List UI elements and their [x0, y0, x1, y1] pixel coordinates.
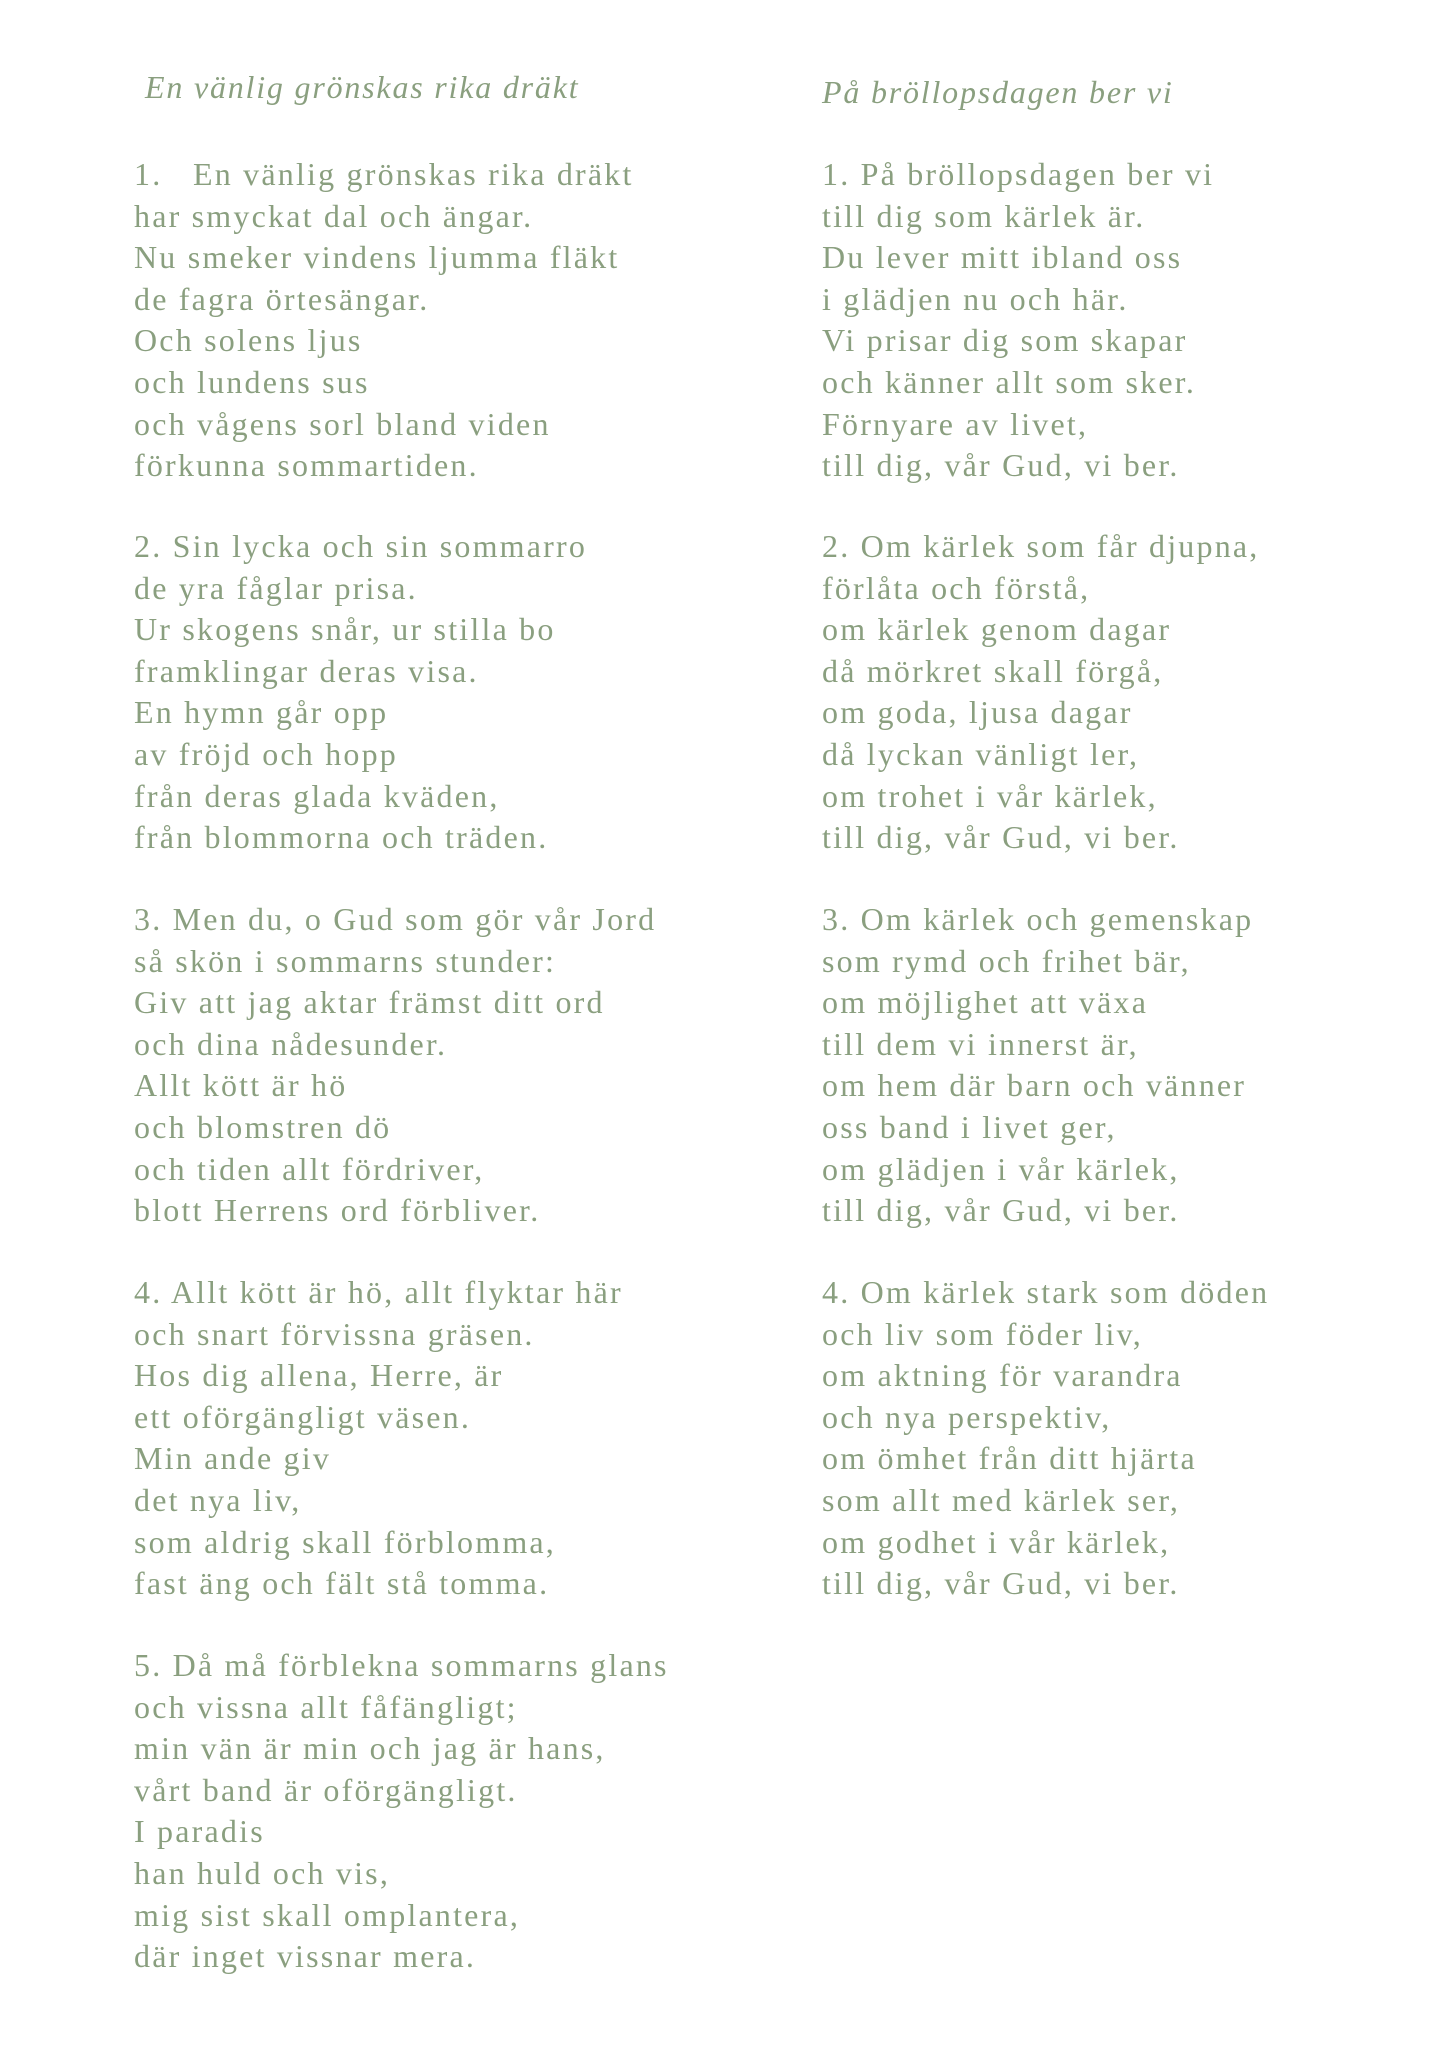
- verse-line: förlåta och förstå,: [822, 569, 1091, 606]
- verse-line: Nu smeker vindens ljumma fläkt: [134, 239, 620, 276]
- verse-line: 4. Om kärlek stark som döden: [822, 1274, 1270, 1310]
- verse-line: 3. Men du, o Gud som gör vår Jord: [134, 901, 657, 937]
- left-hymn-verse-2: [134, 526, 587, 859]
- verse-line: Och solens ljus: [134, 322, 363, 359]
- verse-line: från deras glada kväden,: [134, 777, 500, 814]
- verse-line: Ur skogens snår, ur stilla bo: [134, 611, 556, 648]
- verse-line: till dig, vår Gud, vi ber.: [822, 819, 1180, 856]
- verse-line: om trohet i vår kärlek,: [822, 777, 1158, 814]
- verse-line: ett oförgängligt väsen.: [134, 1398, 472, 1435]
- verse-line: om glädjen i vår kärlek,: [822, 1150, 1180, 1187]
- right-hymn-verse-3: [822, 899, 1253, 1232]
- verse-line: och snart förvissna gräsen.: [134, 1315, 535, 1352]
- verse-line: Du lever mitt ibland oss: [822, 239, 1183, 276]
- verse-line: Giv att jag aktar främst ditt ord: [134, 984, 605, 1021]
- verse-line: från blommorna och träden.: [134, 819, 549, 856]
- verse-line: Vi prisar dig som skapar: [822, 322, 1188, 359]
- verse-line: och liv som föder liv,: [822, 1315, 1143, 1352]
- verse-line: 1. En vänlig grönskas rika dräkt: [134, 156, 634, 192]
- verse-line: de fagra örtesängar.: [134, 280, 430, 317]
- left-hymn-verse-5: [134, 1645, 669, 1978]
- verse-line: om godhet i vår kärlek,: [822, 1523, 1171, 1560]
- verse-line: till dem vi innerst är,: [822, 1025, 1139, 1062]
- left-hymn-title: En vänlig grönskas rika dräkt: [145, 69, 580, 105]
- verse-line: har smyckat dal och ängar.: [134, 197, 534, 234]
- verse-line: En hymn går opp: [134, 694, 389, 731]
- verse-line: och vågens sorl bland viden: [134, 405, 551, 442]
- verse-line: det nya liv,: [134, 1481, 302, 1518]
- verse-line: Hos dig allena, Herre, är: [134, 1357, 504, 1394]
- verse-line: där inget vissnar mera.: [134, 1938, 477, 1975]
- verse-line: min vän är min och jag är hans,: [134, 1730, 606, 1767]
- verse-line: fast äng och fält stå tomma.: [134, 1565, 550, 1602]
- verse-line: och tiden allt fördriver,: [134, 1150, 485, 1187]
- verse-line: blott Herrens ord förbliver.: [134, 1192, 541, 1229]
- verse-line: om goda, ljusa dagar: [822, 694, 1133, 731]
- verse-line: I paradis: [134, 1813, 265, 1850]
- verse-line: de yra fåglar prisa.: [134, 569, 418, 606]
- verse-line: Min ande giv: [134, 1440, 332, 1477]
- verse-line: om hem där barn och vänner: [822, 1067, 1247, 1104]
- verse-line: och vissna allt fåfängligt;: [134, 1688, 518, 1725]
- verse-line: om aktning för varandra: [822, 1357, 1183, 1394]
- left-hymn-verse-1: [134, 154, 634, 487]
- verse-line: så skön i sommarns stunder:: [134, 942, 557, 979]
- verse-line: 1. På bröllopsdagen ber vi: [822, 156, 1215, 192]
- verse-line: om möjlighet att växa: [822, 984, 1149, 1021]
- right-hymn-verse-4: [822, 1272, 1269, 1605]
- verse-line: och lundens sus: [134, 363, 370, 400]
- verse-line: till dig, vår Gud, vi ber.: [822, 447, 1180, 484]
- left-hymn-verse-3: [134, 899, 656, 1232]
- right-hymn-title: På bröllopsdagen ber vi: [822, 74, 1174, 110]
- verse-line: 2. Sin lycka och sin sommarro: [134, 528, 588, 564]
- verse-line: som aldrig skall förblomma,: [134, 1523, 557, 1560]
- verse-line: och känner allt som sker.: [822, 363, 1197, 400]
- verse-line: till dig, vår Gud, vi ber.: [822, 1192, 1180, 1229]
- verse-line: 3. Om kärlek och gemenskap: [822, 901, 1254, 937]
- right-hymn-verse-1: [822, 154, 1214, 487]
- verse-line: vårt band är oförgängligt.: [134, 1771, 518, 1808]
- verse-line: mig sist skall omplantera,: [134, 1896, 521, 1933]
- verse-line: av fröjd och hopp: [134, 735, 399, 772]
- verse-line: om ömhet från ditt hjärta: [822, 1440, 1197, 1477]
- verse-line: 5. Då må förblekna sommarns glans: [134, 1647, 669, 1683]
- verse-line: då lyckan vänligt ler,: [822, 735, 1140, 772]
- verse-line: Allt kött är hö: [134, 1067, 348, 1104]
- verse-line: framklingar deras visa.: [134, 652, 479, 689]
- verse-line: han huld och vis,: [134, 1854, 391, 1891]
- verse-line: oss band i livet ger,: [822, 1108, 1117, 1145]
- verse-line: 4. Allt kött är hö, allt flyktar här: [134, 1274, 623, 1310]
- verse-line: 2. Om kärlek som får djupna,: [822, 528, 1260, 564]
- verse-line: Förnyare av livet,: [822, 405, 1089, 442]
- verse-line: förkunna sommartiden.: [134, 447, 479, 484]
- verse-line: och blomstren dö: [134, 1108, 392, 1145]
- verse-line: till dig som kärlek är.: [822, 197, 1146, 234]
- verse-line: till dig, vår Gud, vi ber.: [822, 1565, 1180, 1602]
- verse-line: som rymd och frihet bär,: [822, 942, 1191, 979]
- verse-line: som allt med kärlek ser,: [822, 1481, 1181, 1518]
- left-hymn-verse-4: [134, 1272, 623, 1605]
- verse-line: i glädjen nu och här.: [822, 280, 1129, 317]
- verse-line: och dina nådesunder.: [134, 1025, 448, 1062]
- right-hymn-verse-2: [822, 526, 1260, 859]
- verse-line: och nya perspektiv,: [822, 1398, 1112, 1435]
- verse-line: då mörkret skall förgå,: [822, 652, 1164, 689]
- verse-line: om kärlek genom dagar: [822, 611, 1172, 648]
